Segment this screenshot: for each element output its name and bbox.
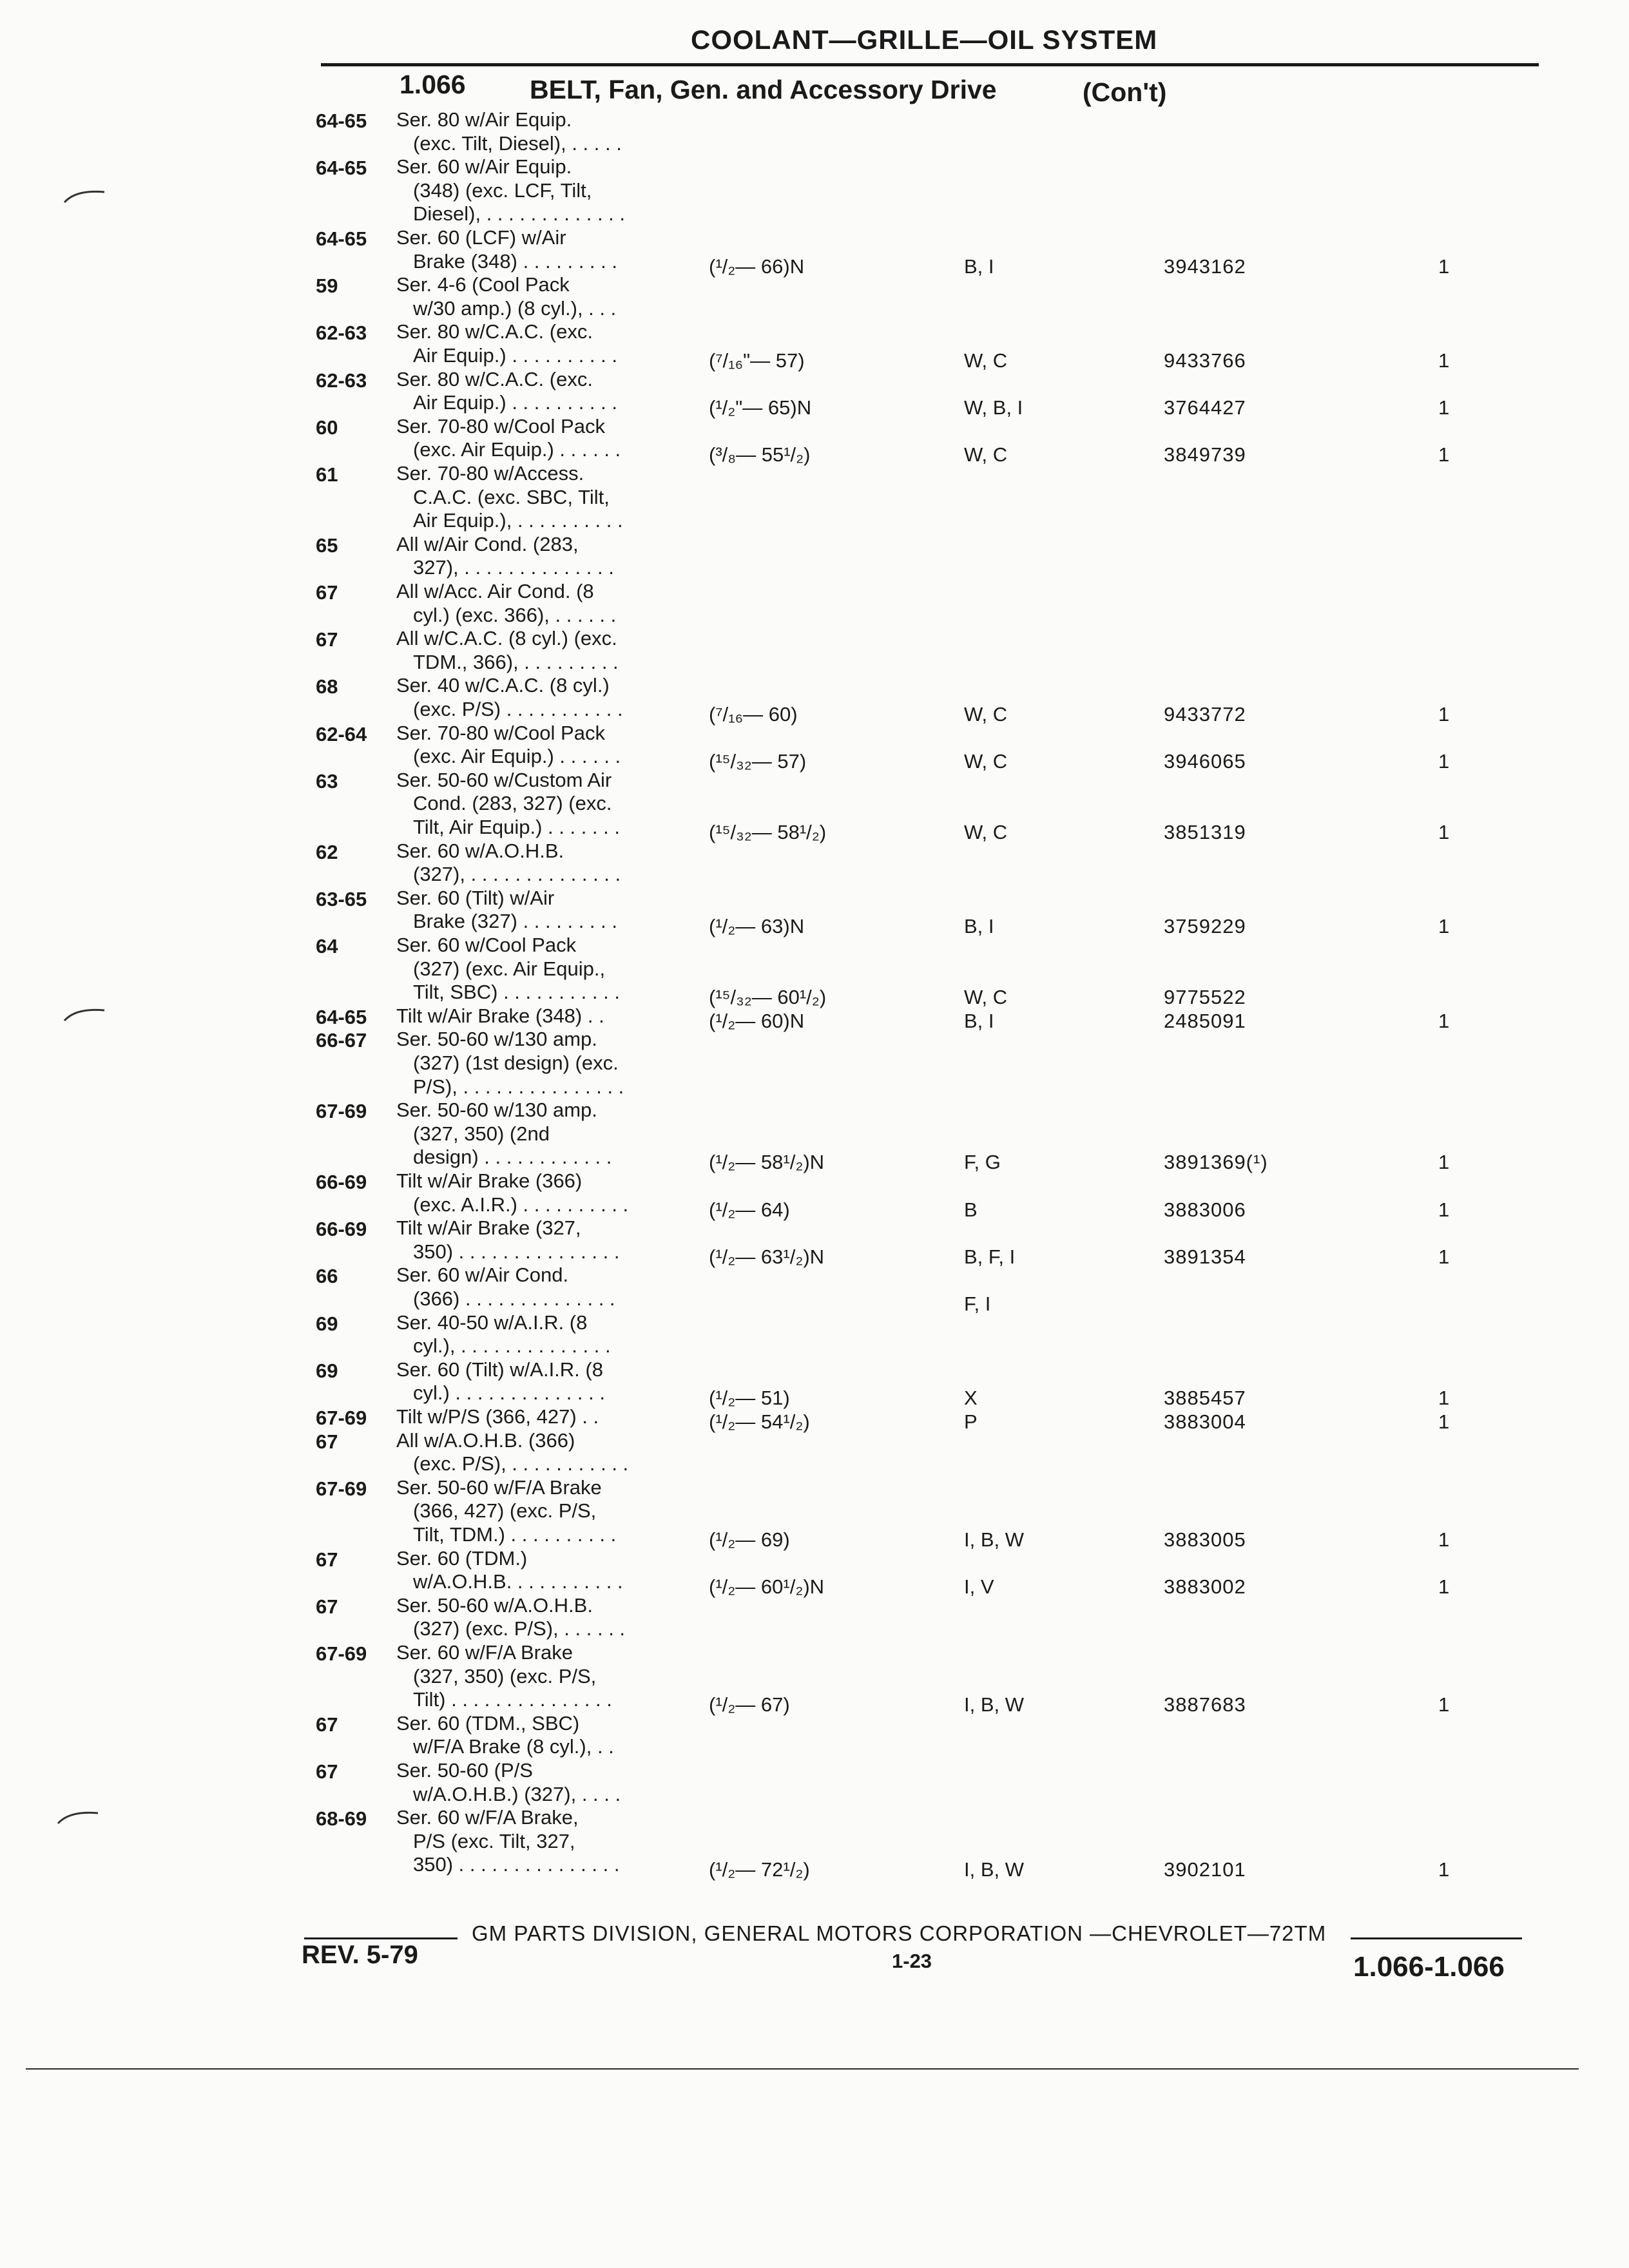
row-description-line: cyl.), . . . . . . . . . . . . . . — [413, 1334, 611, 1358]
row-usage-code: W, C — [964, 986, 1008, 1009]
row-part-number: 9775522 — [1164, 986, 1246, 1009]
row-year: 63 — [316, 769, 338, 793]
row-description-line: Ser. 70-80 w/Cool Pack — [396, 414, 605, 437]
row-description-line: (327) (exc. Air Equip., — [413, 957, 606, 980]
row-description-line: All w/Acc. Air Cond. (8 — [396, 580, 594, 602]
row-description — [396, 1099, 612, 1169]
section-title: BELT, Fan, Gen. and Accessory Drive — [530, 75, 997, 104]
row-belt-size: (¹/₂— 69) — [709, 1528, 790, 1551]
row-part-number: 9433766 — [1164, 349, 1246, 372]
row-description-line: cyl.) (exc. 366), . . . . . . — [413, 603, 617, 626]
row-description-line: All w/A.O.H.B. (366) — [396, 1428, 575, 1452]
row-description-line: (366, 427) (exc. P/S, — [413, 1499, 597, 1523]
row-year: 67 — [316, 1548, 338, 1571]
row-part-number: 3943162 — [1164, 255, 1246, 278]
row-description-line: w/30 amp.) (8 cyl.), . . . — [413, 296, 617, 320]
row-description-line: Ser. 70-80 w/Access. — [396, 462, 584, 485]
row-description-line: Tilt) . . . . . . . . . . . . . . . — [413, 1688, 612, 1711]
row-year: 63-65 — [316, 887, 367, 910]
row-description-line: (327, 350) (2nd — [413, 1122, 550, 1145]
row-description-line: Ser. 50-60 w/130 amp. — [396, 1028, 597, 1051]
row-description — [396, 462, 623, 533]
row-year: 62 — [316, 840, 338, 863]
row-description-line: Ser. 50-60 w/Custom Air — [396, 768, 612, 791]
row-year: 64-65 — [316, 1005, 367, 1028]
row-year: 64 — [316, 935, 338, 957]
row-year: 67-69 — [316, 1100, 367, 1123]
row-part-number: 3883004 — [1164, 1410, 1246, 1433]
row-description-line: Air Equip.), . . . . . . . . . . — [413, 509, 623, 532]
row-description-line: Ser. 50-60 w/F/A Brake — [396, 1475, 602, 1499]
row-part-number: 3887683 — [1164, 1693, 1246, 1716]
row-description-line: Air Equip.) . . . . . . . . . . — [413, 343, 617, 367]
row-description-line: Tilt, Air Equip.) . . . . . . . — [413, 815, 620, 838]
row-year: 59 — [316, 274, 338, 298]
row-part-number: 3759229 — [1164, 915, 1246, 938]
row-description-line: Ser. 60 (TDM., SBC) — [396, 1711, 580, 1735]
row-quantity: 1 — [1438, 915, 1450, 938]
row-year: 67 — [316, 1760, 338, 1783]
row-usage-code: B — [964, 1198, 978, 1221]
row-quantity: 1 — [1438, 349, 1450, 372]
row-usage-code: I, B, W — [964, 1693, 1024, 1716]
row-description-line: (exc. P/S), . . . . . . . . . . . — [413, 1452, 629, 1475]
row-description-line: (348) (exc. LCF, Tilt, — [413, 178, 592, 202]
row-description-line: Brake (327) . . . . . . . . . — [413, 910, 617, 933]
row-description-line: (exc. Tilt, Diesel), . . . . . — [413, 131, 622, 155]
row-quantity: 1 — [1438, 750, 1450, 773]
row-belt-size: (¹/₂— 72¹/₂) — [709, 1858, 810, 1881]
row-year: 68 — [316, 675, 338, 698]
row-year: 68-69 — [316, 1807, 367, 1831]
row-description-line: 327), . . . . . . . . . . . . . . — [413, 556, 614, 579]
row-belt-size: (¹/₂— 67) — [709, 1693, 790, 1716]
row-quantity: 1 — [1438, 1245, 1450, 1268]
row-description — [396, 934, 620, 1004]
row-description-line: TDM., 366), . . . . . . . . . — [413, 650, 619, 673]
row-description — [396, 1759, 621, 1806]
section-number: 1.066 — [400, 70, 466, 99]
row-year: 64-65 — [316, 110, 367, 132]
row-description-line: All w/C.A.C. (8 cyl.) (exc. — [396, 627, 617, 650]
row-description-line: Tilt, SBC) . . . . . . . . . . . — [413, 981, 620, 1004]
row-year: 67 — [316, 1430, 338, 1453]
row-usage-code: X — [964, 1387, 978, 1410]
row-description — [396, 627, 619, 674]
row-description-line: Ser. 50-60 (P/S — [396, 1759, 533, 1782]
row-description-line: w/A.O.H.B. . . . . . . . . . . — [413, 1570, 623, 1593]
row-description — [396, 1216, 619, 1264]
row-description — [396, 840, 621, 887]
row-description-line: w/A.O.H.B.) (327), . . . . — [413, 1782, 621, 1805]
row-description — [396, 580, 616, 627]
row-description — [396, 1547, 623, 1594]
row-year: 67 — [316, 581, 338, 604]
row-description — [396, 108, 622, 155]
row-description-line: Ser. 80 w/Air Equip. — [396, 108, 572, 131]
row-description-line: Ser. 80 w/C.A.C. (exc. — [396, 320, 593, 343]
row-description-line: Ser. 60 (TDM.) — [396, 1546, 528, 1570]
row-part-number: 3849739 — [1164, 443, 1246, 466]
row-description — [396, 1311, 611, 1358]
row-usage-code: W, C — [964, 821, 1008, 843]
footer-section-range: 1.066-1.066 — [1353, 1951, 1505, 1983]
row-usage-code: W, C — [964, 349, 1008, 372]
page-header-title: COOLANT—GRILLE—OIL SYSTEM — [691, 24, 1158, 55]
row-description-line: All w/Air Cond. (283, — [396, 532, 579, 555]
row-quantity: 1 — [1438, 396, 1450, 419]
row-part-number: 9433772 — [1164, 703, 1246, 726]
row-description-line: Ser. 40-50 w/A.I.R. (8 — [396, 1311, 588, 1334]
punch-mark-icon — [57, 1808, 102, 1827]
row-quantity: 1 — [1438, 1410, 1450, 1433]
row-quantity: 1 — [1438, 443, 1450, 466]
footer-rule-right — [1351, 1937, 1522, 1939]
row-description-line: (327) (1st design) (exc. — [413, 1051, 619, 1074]
row-description — [396, 533, 614, 580]
row-part-number: 3851319 — [1164, 821, 1246, 843]
row-usage-code: P — [964, 1410, 978, 1433]
row-year: 65 — [316, 533, 338, 557]
footer-rule-left — [304, 1937, 458, 1939]
row-belt-size: (¹/₂— 63¹/₂)N — [709, 1245, 825, 1268]
row-quantity: 1 — [1438, 1198, 1450, 1221]
row-belt-size: (⁷/₁₆"— 57) — [709, 349, 805, 372]
row-description-line: w/F/A Brake (8 cyl.), . . — [413, 1735, 614, 1758]
punch-mark-icon — [63, 1005, 108, 1024]
footer-page-number: 1-23 — [892, 1950, 932, 1972]
row-description — [396, 1264, 615, 1311]
row-year: 67-69 — [316, 1642, 367, 1665]
row-description — [396, 1405, 599, 1429]
row-belt-size: (¹/₂— 63)N — [709, 915, 805, 938]
row-description-line: 350) . . . . . . . . . . . . . . . — [413, 1853, 620, 1876]
row-description-line: 350) . . . . . . . . . . . . . . . — [413, 1240, 620, 1263]
row-description-line: P/S), . . . . . . . . . . . . . . . — [413, 1075, 624, 1098]
row-description-line: (exc. Air Equip.) . . . . . . — [413, 745, 621, 768]
row-description — [396, 368, 617, 415]
row-belt-size: (¹/₂— 51) — [709, 1387, 790, 1410]
row-year: 62-63 — [316, 322, 367, 345]
row-quantity: 1 — [1438, 1387, 1450, 1410]
row-description-line: C.A.C. (exc. SBC, Tilt, — [413, 485, 610, 508]
footer-publisher: GM PARTS DIVISION, GENERAL MOTORS CORPORATION —CHEVROLET—72TM — [472, 1921, 1327, 1945]
row-description-line: Tilt w/P/S (366, 427) . . — [396, 1405, 599, 1428]
row-description-line: Air Equip.) . . . . . . . . . . — [413, 391, 617, 414]
row-description-line: (exc. Air Equip.) . . . . . . — [413, 438, 621, 461]
row-part-number: 3891354 — [1164, 1245, 1246, 1268]
row-usage-code: I, B, W — [964, 1858, 1024, 1881]
row-description-line: Ser. 60 w/A.O.H.B. — [396, 839, 564, 862]
row-part-number: 3946065 — [1164, 750, 1246, 773]
row-quantity: 1 — [1438, 1009, 1450, 1032]
row-description-line: Tilt, TDM.) . . . . . . . . . . — [413, 1523, 617, 1546]
row-description — [396, 1594, 625, 1641]
row-belt-size: (¹/₂— 66)N — [709, 255, 805, 278]
row-usage-code: W, C — [964, 703, 1008, 726]
row-year: 64-65 — [316, 227, 367, 250]
row-description — [396, 1641, 612, 1712]
row-belt-size: (¹⁵/₃₂— 57) — [709, 750, 807, 773]
row-description-line: Tilt w/Air Brake (327, — [396, 1216, 581, 1240]
row-description — [396, 226, 617, 273]
row-description — [396, 1429, 628, 1476]
header-rule — [321, 63, 1539, 66]
row-belt-size: (¹/₂"— 65)N — [709, 396, 812, 419]
row-belt-size: (¹/₂— 60)N — [709, 1009, 805, 1032]
row-year: 67-69 — [316, 1477, 367, 1500]
row-description-line: (327), . . . . . . . . . . . . . . — [413, 863, 621, 886]
row-quantity: 1 — [1438, 1575, 1450, 1599]
punch-mark-icon — [63, 187, 108, 206]
row-quantity: 1 — [1438, 703, 1450, 726]
row-usage-code: W, C — [964, 750, 1008, 773]
row-description-line: Ser. 60 (Tilt) w/Air — [396, 886, 555, 909]
row-belt-size: (¹⁵/₃₂— 58¹/₂) — [709, 821, 827, 843]
row-description-line: P/S (exc. Tilt, 327, — [413, 1829, 575, 1852]
row-description-line: Ser. 60 w/Air Equip. — [396, 155, 572, 178]
row-year: 66-69 — [316, 1171, 367, 1193]
row-description-line: Ser. 60 w/Air Cond. — [396, 1264, 569, 1287]
row-year: 61 — [316, 463, 338, 486]
row-description-line: Ser. 70-80 w/Cool Pack — [396, 721, 605, 744]
row-year: 67 — [316, 628, 338, 651]
row-description — [396, 155, 625, 226]
row-description-line: Ser. 80 w/C.A.C. (exc. — [396, 367, 593, 390]
row-year: 66-67 — [316, 1029, 367, 1052]
row-description — [396, 320, 617, 367]
row-year: 69 — [316, 1359, 338, 1382]
row-description-line: Ser. 4-6 (Cool Pack — [396, 273, 570, 296]
row-usage-code: B, I — [964, 255, 994, 278]
row-description — [396, 769, 620, 840]
row-usage-code: W, C — [964, 443, 1008, 466]
row-quantity: 1 — [1438, 255, 1450, 278]
row-description — [396, 273, 616, 320]
row-description-line: Ser. 60 w/F/A Brake, — [396, 1806, 579, 1829]
row-belt-size: (³/₈— 55¹/₂) — [709, 443, 811, 466]
row-usage-code: I, B, W — [964, 1528, 1024, 1551]
row-description-line: cyl.) . . . . . . . . . . . . . . — [413, 1381, 605, 1405]
row-description-line: Ser. 50-60 w/A.O.H.B. — [396, 1593, 593, 1617]
row-description-line: (exc. A.I.R.) . . . . . . . . . . — [413, 1193, 629, 1216]
row-part-number: 3883005 — [1164, 1528, 1246, 1551]
row-year: 60 — [316, 416, 338, 439]
row-description — [396, 1712, 614, 1759]
row-belt-size: (¹/₂— 54¹/₂) — [709, 1410, 810, 1433]
row-description-line: (366) . . . . . . . . . . . . . . — [413, 1287, 615, 1310]
row-quantity: 1 — [1438, 821, 1450, 843]
row-description-line: Ser. 60 w/F/A Brake — [396, 1641, 573, 1664]
row-description — [396, 1028, 624, 1099]
row-part-number: 3883006 — [1164, 1198, 1246, 1221]
row-description-line: (327, 350) (exc. P/S, — [413, 1664, 597, 1687]
row-description — [396, 722, 621, 769]
row-description-line: Ser. 60 (LCF) w/Air — [396, 226, 566, 249]
row-usage-code: I, V — [964, 1575, 994, 1599]
row-description — [396, 1169, 628, 1216]
row-belt-size: (⁷/₁₆— 60) — [709, 703, 798, 726]
page-bottom-rule — [26, 2068, 1579, 2070]
row-part-number: 2485091 — [1164, 1009, 1246, 1032]
row-year: 69 — [316, 1312, 338, 1335]
row-part-number: 3902101 — [1164, 1858, 1246, 1881]
row-description-line: Tilt w/Air Brake (366) — [396, 1169, 583, 1192]
row-usage-code: B, F, I — [964, 1245, 1016, 1268]
row-year: 67-69 — [316, 1407, 367, 1429]
row-year: 66-69 — [316, 1218, 367, 1241]
row-description-line: (327) (exc. P/S), . . . . . . — [413, 1617, 626, 1640]
row-description-line: Tilt w/Air Brake (348) . . — [396, 1004, 604, 1027]
footer-revision: REV. 5-79 — [302, 1941, 418, 1969]
row-usage-code: W, B, I — [964, 396, 1023, 419]
row-year: 67 — [316, 1595, 338, 1618]
row-part-number: 3891369(¹) — [1164, 1151, 1268, 1174]
row-year: 66 — [316, 1265, 338, 1288]
row-description — [396, 1358, 605, 1405]
row-belt-size: (¹⁵/₃₂— 60¹/₂) — [709, 986, 827, 1009]
row-year: 62-64 — [316, 722, 367, 745]
row-description — [396, 887, 617, 934]
row-belt-size: (¹/₂— 64) — [709, 1198, 790, 1221]
row-description-line: Ser. 40 w/C.A.C. (8 cyl.) — [396, 674, 610, 697]
row-belt-size: (¹/₂— 60¹/₂)N — [709, 1575, 825, 1599]
row-description-line: Ser. 60 (Tilt) w/A.I.R. (8 — [396, 1358, 603, 1381]
row-description-line: Ser. 50-60 w/130 amp. — [396, 1099, 597, 1122]
row-part-number: 3885457 — [1164, 1387, 1246, 1410]
row-description — [396, 674, 623, 721]
row-part-number: 3883002 — [1164, 1575, 1246, 1599]
row-usage-code: B, I — [964, 1009, 994, 1032]
row-description — [396, 415, 621, 462]
row-description-line: (exc. P/S) . . . . . . . . . . . — [413, 697, 623, 720]
row-description — [396, 1476, 616, 1547]
row-usage-code: F, I — [964, 1293, 991, 1315]
row-description — [396, 1004, 604, 1028]
row-usage-code: F, G — [964, 1151, 1001, 1174]
row-quantity: 1 — [1438, 1151, 1450, 1174]
row-year: 64-65 — [316, 157, 367, 180]
row-description — [396, 1806, 619, 1877]
row-description-line: design) . . . . . . . . . . . . — [413, 1146, 612, 1169]
section-continued: (Con't) — [1083, 77, 1167, 107]
row-year: 67 — [316, 1713, 338, 1736]
row-belt-size: (¹/₂— 58¹/₂)N — [709, 1151, 825, 1174]
row-description-line: Ser. 60 w/Cool Pack — [396, 934, 577, 956]
row-description-line: Brake (348) . . . . . . . . . — [413, 249, 617, 273]
row-quantity: 1 — [1438, 1858, 1450, 1881]
row-description-line: Diesel), . . . . . . . . . . . . . — [413, 202, 626, 226]
row-usage-code: B, I — [964, 915, 994, 938]
row-quantity: 1 — [1438, 1528, 1450, 1551]
row-description-line: Cond. (283, 327) (exc. — [413, 792, 612, 815]
row-year: 62-63 — [316, 369, 367, 392]
row-part-number: 3764427 — [1164, 396, 1246, 419]
row-quantity: 1 — [1438, 1693, 1450, 1716]
